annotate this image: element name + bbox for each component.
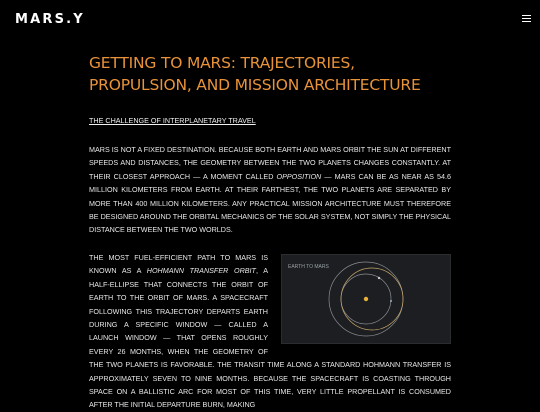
- sun-icon: [364, 297, 368, 301]
- paragraph-hohmann: [89, 251, 451, 412]
- section-heading: THE CHALLENGE OF INTERPLANETARY TRAVEL: [89, 116, 256, 125]
- site-logo[interactable]: MARS.Y: [15, 12, 85, 27]
- orbit-diagram-svg: [282, 255, 450, 343]
- paragraph-opposition: [89, 143, 451, 237]
- article-title: GETTING TO MARS: TRAJECTORIES, PROPULSION, AND MISSION ARCHITECTURE: [89, 54, 421, 94]
- orbit-diagram: [281, 254, 451, 344]
- paragraph-text: MARS IS NOT A FIXED DESTINATION. BECAUSE BOTH EARTH AND MARS ORBIT THE SUN AT DIFFERENT SPEEDS AND DISTANCES, THE GEOMETRY BETWEEN THE TWO PLANETS CHANGES CONSTANTLY. AT THEIR CLOSEST APPROACH — A MOMENT CALLED: [89, 145, 451, 181]
- figure-label: EARTH TO MARS: [288, 264, 329, 270]
- emphasis-term: OPPOSITION: [276, 171, 322, 181]
- hamburger-menu-icon[interactable]: [522, 15, 531, 24]
- article: [89, 52, 451, 410]
- paragraph-text: THE MOST FUEL-EFFICIENT PATH TO MARS IS KNOWN AS A: [89, 253, 268, 276]
- mars-icon: [378, 277, 380, 279]
- transfer-orbit: [341, 268, 403, 330]
- emphasis-term: HOHMANN TRANSFER ORBIT: [146, 266, 256, 276]
- paragraph-text: , A HALF-ELLIPSE THAT CONNECTS THE ORBIT OF EARTH TO THE ORBIT OF MARS. A SPACECRAFT FOLLOWING THIS TRAJECTORY DEPARTS EARTH DURING A SPECIFIC WINDOW — CALLED A LAUNCH WINDOW — THAT OPENS ROUGHLY EVERY 26 MONTHS, WHEN THE GEOMETRY OF THE TWO PLANETS IS FAVORABLE. THE TRANSIT TIME ALONG A STANDARD HOHMANN TRANSFER IS APPROXIMATELY SEVEN TO NINE MONTHS. BECAUSE THE SPACECRAFT IS COASTING THROUGH SPACE ON A BALLISTIC ARC FOR MOST OF THIS TIME, VERY LITTLE PROPELLANT IS CONSUMED AFTER THE INITIAL DEPARTURE BURN, MAKING: [89, 266, 451, 410]
- top-navigation-bar: [0, 0, 540, 40]
- paragraph-text: — MARS CAN BE AS NEAR AS 54.6 MILLION KILOMETERS FROM EARTH. AT THEIR FARTHEST, THE TWO PLANETS ARE SEPARATED BY MORE THAN 400 MILLION KILOMETERS. ANY PRACTICAL MISSION ARCHITECTURE MUST THEREFORE BE DESIGNED AROUND THE ORBITAL MECHANICS OF THE SOLAR SYSTEM, NOT SIMPLY THE PHYSICAL DISTANCE BETWEEN THE TWO WORLDS.: [89, 171, 451, 235]
- earth-icon: [390, 300, 392, 302]
